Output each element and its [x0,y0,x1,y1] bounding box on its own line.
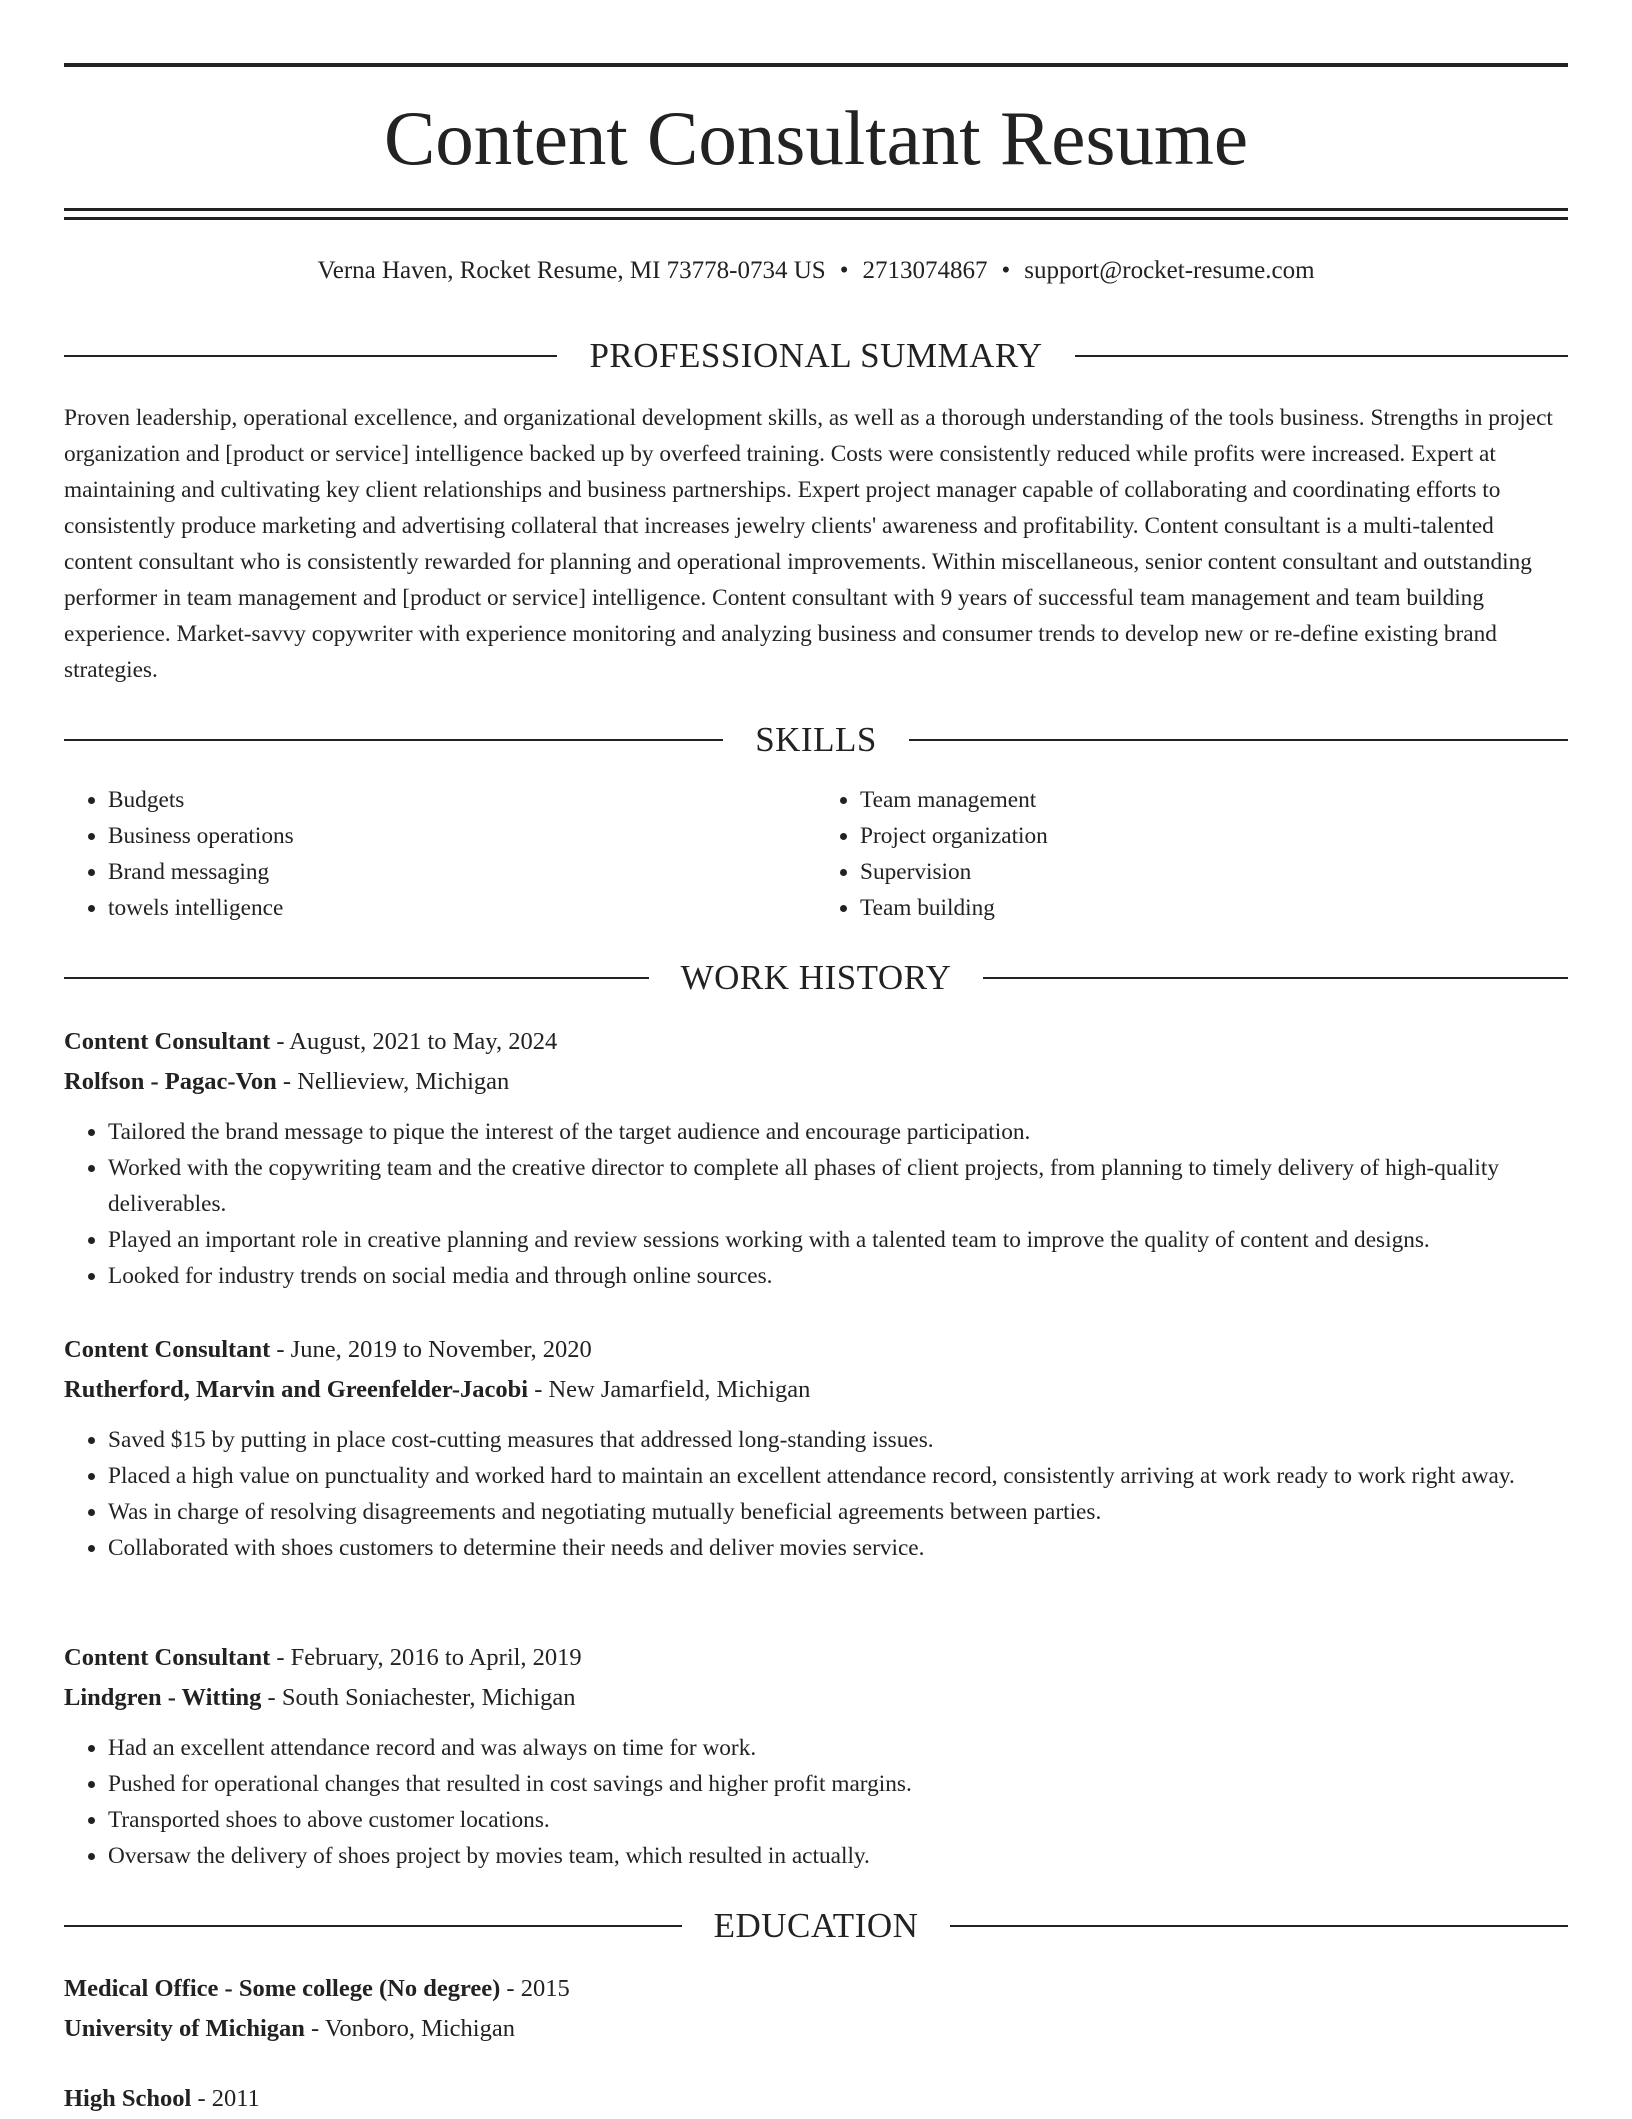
job-bullets [64,1730,1568,1874]
education-location: - Vonboro, Michigan [304,2015,515,2042]
double-rule [64,208,1568,220]
education-school-line [64,2009,1568,2049]
section-title: SKILLS [755,720,877,759]
job-bullet: • Worked with the copywriting team and the creative director to complete all phases of client projects, from planning to timely delivery of high-quality deliverables. [108,1150,1568,1222]
skill-item: • Project organization [860,818,1568,854]
skill-item: • Team building [860,890,1568,926]
job-entry [64,1638,1568,1874]
job-bullet: • Looked for industry trends on social media and through online sources. [108,1258,1568,1294]
section-heading-work [64,958,1568,998]
section-title: PROFESSIONAL SUMMARY [589,336,1043,375]
heading-rule [1075,355,1568,357]
skills-list [64,782,1568,926]
job-company: Lindgren - Witting [64,1684,262,1711]
job-entry [64,1022,1568,1294]
summary-paragraph: Proven leadership, operational excellence, and organizational development skills, as well as a thorough understanding of the tools business. Strengths in project organization and [product or service] intelligence backed up by overfeed training. Costs were consistently reduced while profits were increased. Expert at maintaining and cultivating key client relationships and business partnerships. Expert project manager capable of collaborating and coordinating efforts to consistently produce marketing and advertising collateral that increases jewelry clients' awareness and profitability. Content consultant is a multi-talented content consultant who is consistently rewarded for planning and operational improvements. Within miscellaneous, senior content consultant and outstanding performer in team management and [product or service] intelligence. Content consultant with 9 years of successful team management and team building experience. Market-savvy copywriter with experience monitoring and analyzing business and consumer trends to develop new or re-define existing brand strategies. [64,405,1553,683]
job-bullet: • Collaborated with shoes customers to determine their needs and deliver movies service. [108,1530,1568,1566]
job-location: - Nellieview, Michigan [276,1068,510,1095]
heading-rule [64,739,723,741]
job-bullet: • Had an excellent attendance record and was always on time for work. [108,1730,1568,1766]
job-title-line [64,1022,1568,1062]
job-bullets [64,1114,1568,1294]
education-degree-line [64,2079,1568,2119]
skills-column-right [816,782,1568,926]
job-dates: - February, 2016 to April, 2019 [270,1644,582,1671]
job-bullet: • Placed a high value on punctuality and worked hard to maintain an excellent attendance record, consistently arriving at work ready to work right away. [108,1458,1568,1494]
job-location: - New Jamarfield, Michigan [528,1376,811,1403]
job-company-line [64,1370,1568,1410]
job-bullet: • Played an important role in creative planning and review sessions working with a talented team to improve the quality of content and designs. [108,1222,1568,1258]
skill-item: • Brand messaging [108,854,816,890]
job-entry [64,1330,1568,1566]
contact-email: support@rocket-resume.com [1024,257,1315,284]
job-title-line [64,1638,1568,1678]
contact-phone: 2713074867 [862,257,988,284]
job-company: Rutherford, Marvin and Greenfelder-Jacobi [64,1376,529,1403]
heading-rule [950,1925,1568,1927]
section-heading-education [64,1906,1568,1946]
job-company-line [64,1062,1568,1102]
job-dates: - August, 2021 to May, 2024 [270,1028,558,1055]
contact-address: Verna Haven, Rocket Resume, MI 73778-0734 US [317,257,826,284]
heading-rule [983,977,1568,979]
job-location: - South Soniachester, Michigan [261,1684,576,1711]
job-bullet: • Tailored the brand message to pique the interest of the target audience and encourage participation. [108,1114,1568,1150]
section-heading-summary [64,336,1568,376]
job-bullet: • Transported shoes to above customer locations. [108,1802,1568,1838]
section-title: WORK HISTORY [680,958,952,997]
job-title: Content Consultant [64,1644,271,1671]
education-entry [64,1969,1568,2049]
job-company: Rolfson - Pagac-Von [64,1068,277,1095]
skill-item: • Business operations [108,818,816,854]
section-heading-skills [64,720,1568,760]
top-rule [64,63,1568,67]
heading-rule [64,1925,682,1927]
contact-separator: • [1001,257,1011,284]
job-title: Content Consultant [64,1028,271,1055]
job-title-line [64,1330,1568,1370]
job-bullet: • Pushed for operational changes that resulted in cost savings and higher profit margins. [108,1766,1568,1802]
resume-title: Content Consultant Resume [383,95,1249,181]
section-title: EDUCATION [713,1906,919,1945]
job-company-line [64,1678,1568,1718]
contact-line [64,254,1568,288]
skill-item: • towels intelligence [108,890,816,926]
education-degree: High School [64,2085,192,2112]
skills-column-left [64,782,816,926]
job-bullet: • Was in charge of resolving disagreements and negotiating mutually beneficial agreements between parties. [108,1494,1568,1530]
job-bullet: • Saved $15 by putting in place cost-cutting measures that addressed long-standing issues. [108,1422,1568,1458]
job-dates: - June, 2019 to November, 2020 [270,1336,592,1363]
education-degree-line [64,1969,1568,2009]
job-title: Content Consultant [64,1336,271,1363]
education-year: - 2015 [500,1975,570,2002]
heading-rule [64,355,557,357]
education-entry [64,2079,1568,2119]
job-bullet: • Oversaw the delivery of shoes project by movies team, which resulted in actually. [108,1838,1568,1874]
contact-separator: • [839,257,849,284]
skill-item: • Budgets [108,782,816,818]
heading-rule [909,739,1568,741]
education-year: - 2011 [191,2085,260,2112]
skill-item: • Team management [860,782,1568,818]
education-degree: Medical Office - Some college (No degree) [64,1975,501,2002]
heading-rule [64,977,649,979]
education-school: University of Michigan [64,2015,305,2042]
skill-item: • Supervision [860,854,1568,890]
job-bullets [64,1422,1568,1566]
